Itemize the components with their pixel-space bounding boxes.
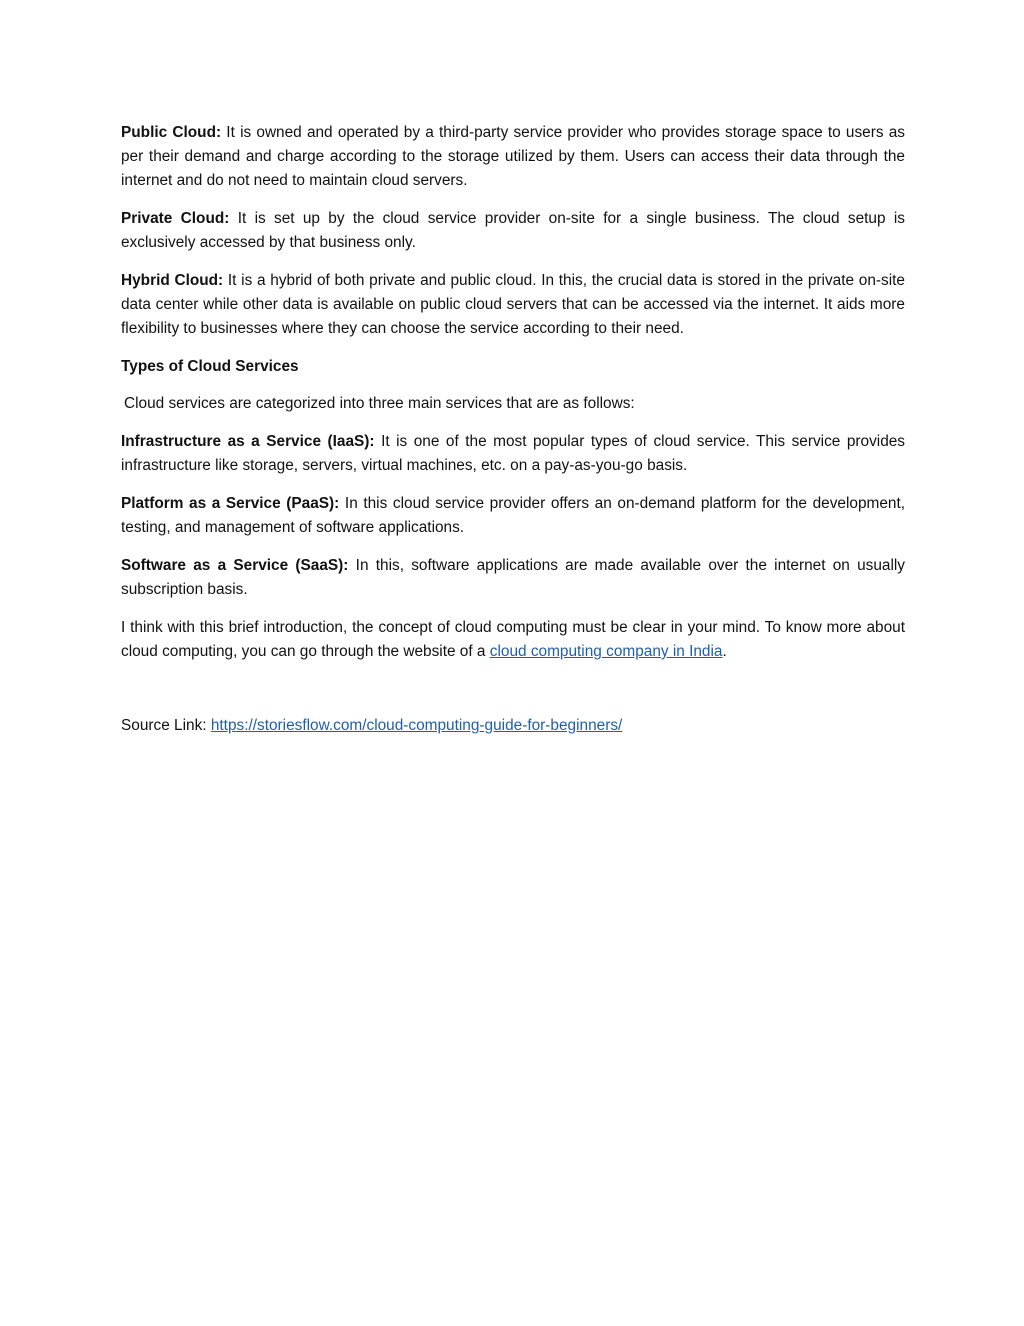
- types-heading: Types of Cloud Services: [121, 358, 299, 375]
- iaas-label: Infrastructure as a Service (IaaS):: [121, 433, 375, 450]
- document-body: [121, 121, 905, 752]
- private-cloud-text: It is set up by the cloud service provider on-site for a single business. The cloud setup is exclusively accessed by that business only.: [121, 210, 905, 251]
- public-cloud-text: It is owned and operated by a third-party service provider who provides storage space to users as per their demand and charge according to the storage utilized by them. Users can access their data through the internet and do not need to maintain cloud servers.: [121, 124, 905, 189]
- paas-paragraph: [121, 492, 905, 540]
- cloud-company-link[interactable]: cloud computing company in India: [489, 643, 723, 660]
- public-cloud-paragraph: [121, 121, 905, 193]
- saas-paragraph: [121, 554, 905, 602]
- private-cloud-paragraph: [121, 207, 905, 255]
- paas-text: In this cloud service provider offers an on-demand platform for the development, testing, and management of software applications.: [121, 495, 905, 536]
- conclusion-paragraph: [121, 616, 905, 664]
- paas-label: Platform as a Service (PaaS):: [121, 495, 340, 512]
- hybrid-cloud-label: Hybrid Cloud:: [121, 272, 224, 289]
- saas-label: Software as a Service (SaaS):: [121, 557, 349, 574]
- hybrid-cloud-text: It is a hybrid of both private and public cloud. In this, the crucial data is stored in the private on-site data center while other data is available on public cloud servers that can be accessed via the internet. It aids more flexibility to businesses where they can choose the service according to their need.: [121, 272, 905, 337]
- public-cloud-label: Public Cloud:: [121, 124, 222, 141]
- types-intro: Cloud services are categorized into three main services that are as follows:: [124, 395, 635, 412]
- iaas-text: It is one of the most popular types of cloud service. This service provides infrastructure like storage, servers, virtual machines, etc. on a pay-as-you-go basis.: [121, 433, 906, 474]
- source-label: Source Link:: [121, 717, 211, 734]
- saas-text: In this, software applications are made available over the internet on usually subscription basis.: [121, 557, 906, 598]
- source-paragraph: [121, 714, 905, 738]
- conclusion-end: .: [722, 643, 727, 660]
- iaas-paragraph: [121, 430, 905, 478]
- source-link[interactable]: https://storiesflow.com/cloud-computing-guide-for-beginners/: [210, 717, 623, 734]
- conclusion-text: I think with this brief introduction, the concept of cloud computing must be clear in your mind. To know more about cloud computing, you can go through the website of a: [121, 619, 905, 660]
- hybrid-cloud-paragraph: [121, 269, 905, 341]
- private-cloud-label: Private Cloud:: [121, 210, 230, 227]
